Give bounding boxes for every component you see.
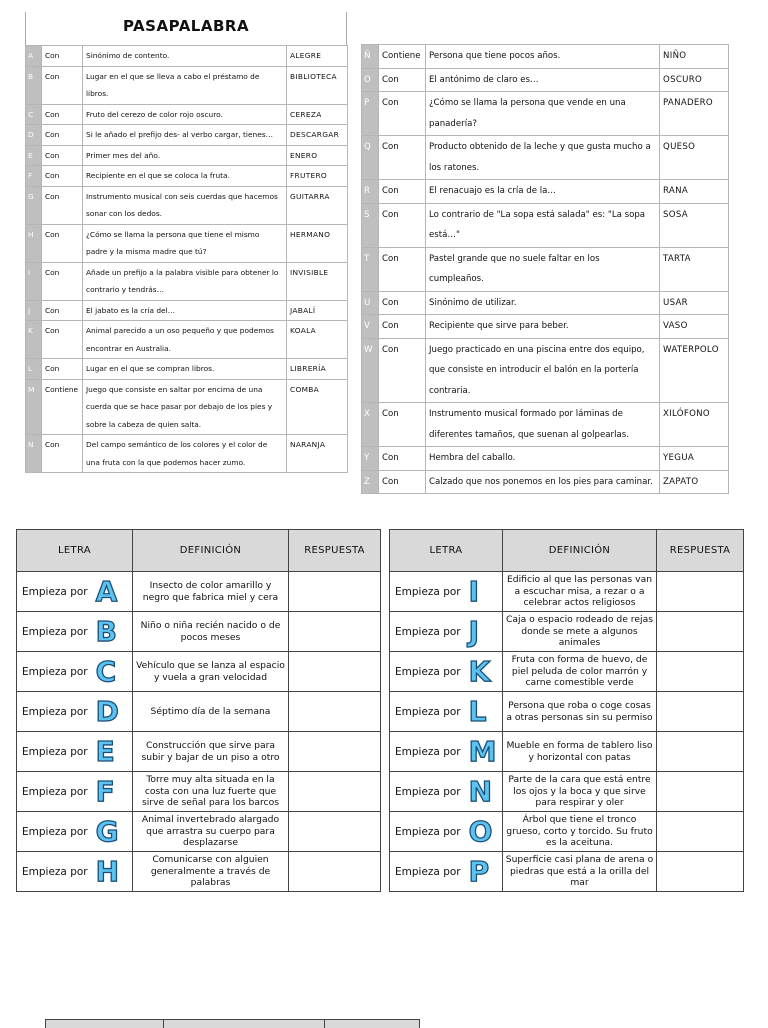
answer-input-cell[interactable]: [289, 612, 381, 652]
table-row: [362, 403, 729, 447]
answer-cell: INVISIBLE: [287, 262, 348, 300]
clue-cell: Primer mes del año.: [83, 145, 287, 166]
answer-input-cell[interactable]: [657, 732, 744, 772]
answer-cell: GUITARRA: [287, 186, 348, 224]
type-cell: Con: [379, 403, 426, 447]
prefix-label: Empieza por: [395, 705, 461, 718]
type-cell: Con: [379, 68, 426, 92]
answer-input-cell[interactable]: [289, 652, 381, 692]
table-row: [362, 338, 729, 403]
answer-cell: BIBLIOTECA: [287, 66, 348, 104]
answer-cell: LIBRERÍA: [287, 359, 348, 380]
table-row: [17, 852, 381, 892]
type-cell: Con: [42, 321, 83, 359]
answer-input-cell[interactable]: [657, 692, 744, 732]
type-cell: Con: [42, 435, 83, 473]
type-cell: Con: [42, 66, 83, 104]
letter-cell: R: [362, 180, 379, 204]
table-row: [26, 145, 348, 166]
answer-cell: WATERPOLO: [660, 338, 729, 403]
type-cell: Con: [379, 136, 426, 180]
table-row: [390, 652, 744, 692]
prefix-label: Empieza por: [395, 825, 461, 838]
definition-cell: Edificio al que las personas van a escuchar misa, a rezar o a celebrar actos religiosos: [503, 572, 657, 612]
big-letter: I: [468, 574, 480, 608]
letter-cell: G: [26, 186, 42, 224]
answer-cell: FRUTERO: [287, 166, 348, 187]
big-letter: F: [95, 774, 115, 808]
table-row: [26, 125, 348, 146]
prefix-label: Empieza por: [395, 625, 461, 638]
table-row: [362, 447, 729, 471]
clue-cell: Juego que consiste en saltar por encima de una cuerda que se hace pasar por debajo de los pies y sobre la cabeza de quien salta.: [83, 379, 287, 435]
answer-cell: ENERO: [287, 145, 348, 166]
answer-cell: ZAPATO: [660, 470, 729, 494]
letter-cell: V: [362, 315, 379, 339]
answer-cell: COMBA: [287, 379, 348, 435]
answer-cell: DESCARGAR: [287, 125, 348, 146]
clue-cell: Añade un prefijo a la palabra visible para obtener lo contrario y tendrás…: [83, 262, 287, 300]
definition-cell: Parte de la cara que está entre los ojos y la boca y que sirve para respirar y oler: [503, 772, 657, 812]
answer-input-cell[interactable]: [289, 572, 381, 612]
letter-cell: [17, 612, 133, 652]
prefix-label: Empieza por: [22, 585, 88, 598]
letter-cell: X: [362, 403, 379, 447]
clue-cell: Si le añado el prefijo des- al verbo cargar, tienes…: [83, 125, 287, 146]
big-letter: A: [95, 574, 118, 608]
big-letter: D: [95, 694, 119, 728]
clue-cell: Del campo semántico de los colores y el color de una fruta con la que podemos hacer zumo.: [83, 435, 287, 473]
table-row: [17, 732, 381, 772]
letter-cell: I: [26, 262, 42, 300]
letter-cell: J: [26, 300, 42, 321]
table-row: [26, 300, 348, 321]
clue-cell: El jabato es la cría del…: [83, 300, 287, 321]
type-cell: Con: [42, 145, 83, 166]
type-cell: Con: [379, 180, 426, 204]
answer-cell: XILÓFONO: [660, 403, 729, 447]
worksheet-table-left: [16, 529, 381, 892]
table-row: [362, 136, 729, 180]
answer-cell: JABALÍ: [287, 300, 348, 321]
type-cell: Con: [42, 104, 83, 125]
big-letter: H: [95, 854, 120, 888]
worksheet-table-right: [389, 529, 744, 892]
table-row: [26, 262, 348, 300]
type-cell: Con: [42, 262, 83, 300]
prefix-label: Empieza por: [22, 785, 88, 798]
pasapalabra-right-sheet: [361, 44, 728, 494]
type-cell: Con: [379, 338, 426, 403]
answer-input-cell[interactable]: [289, 852, 381, 892]
letter-cell: E: [26, 145, 42, 166]
answer-cell: NIÑO: [660, 45, 729, 69]
table-row: [362, 203, 729, 247]
table-row: [26, 46, 348, 67]
header-letra: LETRA: [17, 530, 133, 572]
letter-cell: [390, 812, 503, 852]
table-row: [26, 224, 348, 262]
type-cell: Contiene: [42, 379, 83, 435]
clue-cell: Sinónimo de contento.: [83, 46, 287, 67]
letter-cell: [390, 652, 503, 692]
clue-cell: Recipiente en el que se coloca la fruta.: [83, 166, 287, 187]
header-definicion: DEFINICIÓN: [503, 530, 657, 572]
table-row: [390, 732, 744, 772]
type-cell: Con: [42, 186, 83, 224]
letter-cell: P: [362, 92, 379, 136]
type-cell: Con: [42, 46, 83, 67]
type-cell: Con: [379, 247, 426, 291]
prefix-label: Empieza por: [395, 745, 461, 758]
table-row: [390, 812, 744, 852]
letter-cell: [17, 572, 133, 612]
prefix-label: Empieza por: [395, 865, 461, 878]
type-cell: Con: [42, 359, 83, 380]
type-cell: Con: [42, 224, 83, 262]
type-cell: Con: [42, 166, 83, 187]
pasapalabra-table-left: [25, 45, 348, 473]
answer-cell: RANA: [660, 180, 729, 204]
type-cell: Con: [379, 203, 426, 247]
letter-cell: [390, 732, 503, 772]
clue-cell: Lugar en el que se lleva a cabo el préstamo de libros.: [83, 66, 287, 104]
clue-cell: Producto obtenido de la leche y que gusta mucho a los ratones.: [426, 136, 660, 180]
answer-input-cell[interactable]: [657, 652, 744, 692]
letter-cell: U: [362, 291, 379, 315]
big-letter: B: [95, 614, 117, 648]
answer-input-cell[interactable]: [657, 772, 744, 812]
table-row: [17, 612, 381, 652]
type-cell: Con: [379, 291, 426, 315]
clue-cell: Persona que tiene pocos años.: [426, 45, 660, 69]
clue-cell: ¿Cómo se llama la persona que vende en una panadería?: [426, 92, 660, 136]
big-letter: L: [468, 694, 487, 728]
header-definicion: DEFINICIÓN: [133, 530, 289, 572]
letter-cell: F: [26, 166, 42, 187]
clue-cell: Instrumento musical con seis cuerdas que hacemos sonar con los dedos.: [83, 186, 287, 224]
answer-cell: USAR: [660, 291, 729, 315]
answer-cell: QUESO: [660, 136, 729, 180]
definition-cell: Vehículo que se lanza al espacio y vuela a gran velocidad: [133, 652, 289, 692]
page-title: PASAPALABRA: [25, 12, 347, 45]
definition-cell: Construcción que sirve para subir y bajar de un piso a otro: [133, 732, 289, 772]
definition-cell: Niño o niña recién nacido o de pocos meses: [133, 612, 289, 652]
table-row: [26, 66, 348, 104]
letter-cell: H: [26, 224, 42, 262]
letter-cell: W: [362, 338, 379, 403]
answer-input-cell[interactable]: [657, 852, 744, 892]
answer-input-cell[interactable]: [657, 812, 744, 852]
letter-cell: [17, 692, 133, 732]
letter-cell: [390, 852, 503, 892]
answer-cell: HERMANO: [287, 224, 348, 262]
type-cell: Contiene: [379, 45, 426, 69]
clue-cell: El antónimo de claro es…: [426, 68, 660, 92]
definition-cell: Caja o espacio rodeado de rejas donde se mete a algunos animales: [503, 612, 657, 652]
letter-cell: O: [362, 68, 379, 92]
table-row: [362, 291, 729, 315]
answer-cell: SOSA: [660, 203, 729, 247]
table-row: [17, 692, 381, 732]
letter-cell: Q: [362, 136, 379, 180]
clue-cell: Recipiente que sirve para beber.: [426, 315, 660, 339]
table-row: [26, 359, 348, 380]
letter-cell: D: [26, 125, 42, 146]
type-cell: Con: [379, 315, 426, 339]
prefix-label: Empieza por: [22, 825, 88, 838]
pasapalabra-left-sheet: [25, 12, 347, 473]
big-letter: J: [468, 614, 480, 648]
type-cell: Con: [379, 470, 426, 494]
letter-cell: N: [26, 435, 42, 473]
table-row: [26, 379, 348, 435]
table-row: [26, 435, 348, 473]
big-letter: E: [95, 734, 115, 768]
definition-cell: Torre muy alta situada en la costa con una luz fuerte que sirve de señal para los barcos: [133, 772, 289, 812]
definition-cell: Fruta con forma de huevo, de piel peluda de color marrón y carne comestible verde: [503, 652, 657, 692]
letter-cell: [390, 692, 503, 732]
answer-cell: PANADERO: [660, 92, 729, 136]
definition-cell: Mueble en forma de tablero liso y horizontal con patas: [503, 732, 657, 772]
clue-cell: Juego practicado en una piscina entre dos equipo, que consiste en introducir el balón en la portería contraria.: [426, 338, 660, 403]
letter-cell: [17, 852, 133, 892]
prefix-label: Empieza por: [22, 625, 88, 638]
definition-cell: Insecto de color amarillo y negro que fabrica miel y cera: [133, 572, 289, 612]
answer-input-cell[interactable]: [657, 612, 744, 652]
letter-cell: C: [26, 104, 42, 125]
letter-cell: K: [26, 321, 42, 359]
table-row: [26, 321, 348, 359]
prefix-label: Empieza por: [22, 745, 88, 758]
answer-cell: NARANJA: [287, 435, 348, 473]
letter-cell: [17, 732, 133, 772]
table-row: [26, 104, 348, 125]
definition-cell: Séptimo día de la semana: [133, 692, 289, 732]
header-respuesta: RESPUESTA: [657, 530, 744, 572]
clue-cell: Lugar en el que se compran libros.: [83, 359, 287, 380]
prefix-label: Empieza por: [22, 665, 88, 678]
table-row: [26, 186, 348, 224]
type-cell: Con: [42, 125, 83, 146]
big-letter: M: [468, 734, 497, 768]
clue-cell: Animal parecido a un oso pequeño y que podemos encontrar en Australia.: [83, 321, 287, 359]
answer-input-cell[interactable]: [657, 572, 744, 612]
letter-cell: B: [26, 66, 42, 104]
answer-cell: VASO: [660, 315, 729, 339]
letter-cell: [17, 772, 133, 812]
answer-cell: KOALA: [287, 321, 348, 359]
prefix-label: Empieza por: [22, 705, 88, 718]
prefix-label: Empieza por: [395, 785, 461, 798]
big-letter: G: [95, 814, 119, 848]
answer-input-cell[interactable]: [289, 692, 381, 732]
table-row: [362, 315, 729, 339]
answer-cell: YEGUA: [660, 447, 729, 471]
letter-cell: [390, 572, 503, 612]
clue-cell: Lo contrario de "La sopa está salada" es: "La sopa está…": [426, 203, 660, 247]
prefix-label: Empieza por: [395, 665, 461, 678]
answer-cell: OSCURO: [660, 68, 729, 92]
prefix-label: Empieza por: [395, 585, 461, 598]
letter-cell: [17, 652, 133, 692]
table-row: [362, 247, 729, 291]
table-row: [17, 812, 381, 852]
header-letra: LETRA: [390, 530, 503, 572]
table-row: [17, 652, 381, 692]
answer-input-cell[interactable]: [289, 812, 381, 852]
letter-cell: S: [362, 203, 379, 247]
table-row: [390, 572, 744, 612]
definition-cell: Persona que roba o coge cosas a otras personas sin su permiso: [503, 692, 657, 732]
answer-cell: TARTA: [660, 247, 729, 291]
answer-input-cell[interactable]: [289, 732, 381, 772]
table-row: [362, 470, 729, 494]
answer-input-cell[interactable]: [289, 772, 381, 812]
table-row: [390, 612, 744, 652]
table-row: [362, 180, 729, 204]
header-respuesta: RESPUESTA: [289, 530, 381, 572]
definition-cell: Árbol que tiene el tronco grueso, corto y torcido. Su fruto es la aceituna.: [503, 812, 657, 852]
clue-cell: Sinónimo de utilizar.: [426, 291, 660, 315]
letter-cell: [390, 772, 503, 812]
big-letter: N: [468, 774, 493, 808]
answer-cell: CEREZA: [287, 104, 348, 125]
clue-cell: Pastel grande que no suele faltar en los cumpleaños.: [426, 247, 660, 291]
definition-cell: Animal invertebrado alargado que arrastra su cuerpo para desplazarse: [133, 812, 289, 852]
table-row: [362, 45, 729, 69]
big-letter: P: [468, 854, 490, 888]
answer-cell: ALEGRE: [287, 46, 348, 67]
clue-cell: ¿Cómo se llama la persona que tiene el mismo padre y la misma madre que tú?: [83, 224, 287, 262]
table-row: [390, 772, 744, 812]
prefix-label: Empieza por: [22, 865, 88, 878]
table-row: [390, 692, 744, 732]
letter-cell: Y: [362, 447, 379, 471]
letter-cell: T: [362, 247, 379, 291]
letter-cell: Z: [362, 470, 379, 494]
pasapalabra-table-right: [361, 44, 729, 494]
definition-cell: Comunicarse con alguien generalmente a través de palabras: [133, 852, 289, 892]
letter-cell: L: [26, 359, 42, 380]
clue-cell: Hembra del caballo.: [426, 447, 660, 471]
definition-cell: Superficie casi plana de arena o piedras que está a la orilla del mar: [503, 852, 657, 892]
clue-cell: Calzado que nos ponemos en los pies para caminar.: [426, 470, 660, 494]
table-row: [17, 572, 381, 612]
table-row: [26, 166, 348, 187]
big-letter: O: [468, 814, 493, 848]
type-cell: Con: [42, 300, 83, 321]
table-row: [362, 92, 729, 136]
table-row: [17, 772, 381, 812]
type-cell: Con: [379, 447, 426, 471]
clue-cell: El renacuajo es la cría de la…: [426, 180, 660, 204]
clue-cell: Instrumento musical formado por láminas de diferentes tamaños, que suenan al golpearlas.: [426, 403, 660, 447]
letter-cell: A: [26, 46, 42, 67]
table-row: [362, 68, 729, 92]
letter-cell: M: [26, 379, 42, 435]
letter-cell: Ñ: [362, 45, 379, 69]
table-row: [390, 852, 744, 892]
letter-cell: [390, 612, 503, 652]
type-cell: Con: [379, 92, 426, 136]
clue-cell: Fruto del cerezo de color rojo oscuro.: [83, 104, 287, 125]
big-letter: C: [95, 654, 117, 688]
big-letter: K: [468, 654, 491, 688]
letter-cell: [17, 812, 133, 852]
